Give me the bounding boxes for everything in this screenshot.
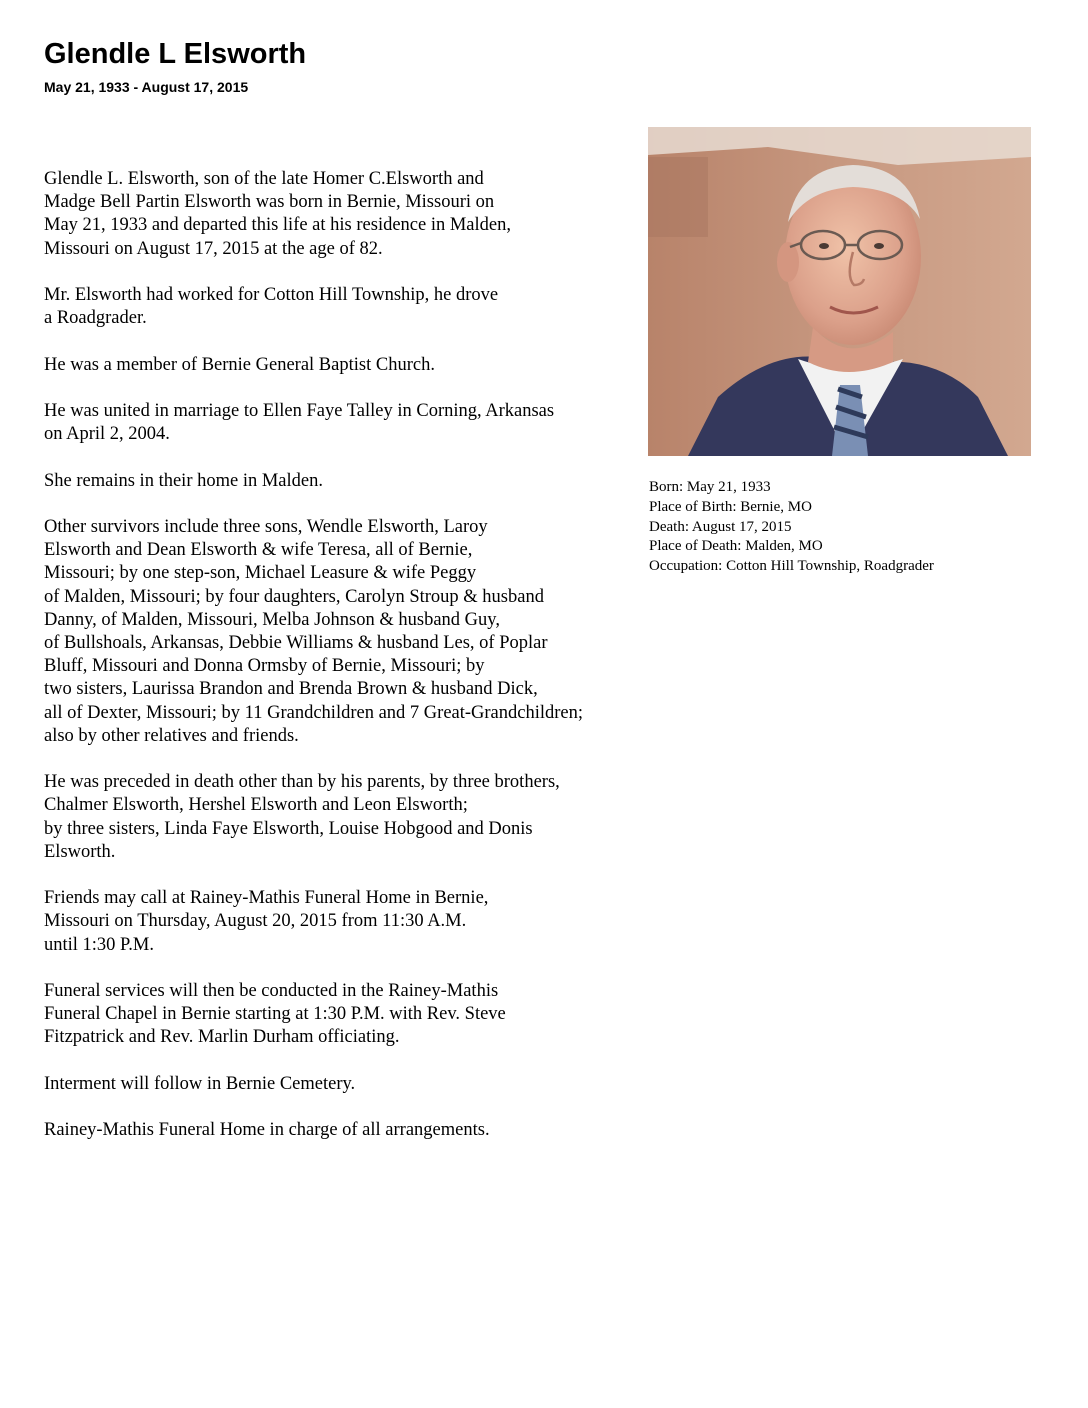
paragraph-line: on April 2, 2004. [44,424,170,445]
paragraph-line: two sisters, Laurissa Brandon and Brenda Brown & husband Dick, [44,679,538,700]
paragraph-line: Missouri; by one step-son, Michael Leasure & wife Peggy [44,563,477,584]
paragraph-line: She remains in their home in Malden. [44,470,323,491]
obituary-paragraph [44,516,684,748]
obituary-paragraph [44,284,684,330]
obituary-paragraph [44,887,684,957]
paragraph-line: Funeral services will then be conducted in the Rainey-Mathis [44,980,499,1001]
paragraph-line: He was preceded in death other than by his parents, by three brothers, [44,772,560,793]
paragraph-line: of Bullshoals, Arkansas, Debbie Williams & husband Les, of Poplar [44,632,548,653]
obituary-paragraph [44,1119,684,1142]
paragraph-line: of Malden, Missouri; by four daughters, Carolyn Stroup & husband [44,586,544,607]
paragraph-line: Glendle L. Elsworth, son of the late Homer C.Elsworth and [44,169,484,189]
obituary-paragraph [44,1073,684,1096]
paragraph-line: a Roadgrader. [44,308,147,329]
paragraph-line: Mr. Elsworth had worked for Cotton Hill Township, he drove [44,285,499,305]
obituary-paragraph [44,980,684,1050]
paragraph-line: Madge Bell Partin Elsworth was born in Bernie, Missouri on [44,192,495,213]
paragraph-line: He was united in marriage to Ellen Faye Talley in Corning, Arkansas [44,400,555,421]
paragraph-line: Interment will follow in Bernie Cemetery. [44,1073,356,1094]
paragraph-line: Friends may call at Rainey-Mathis Funeral Home in Bernie, [44,888,489,909]
paragraph-line: all of Dexter, Missouri; by 11 Grandchildren and 7 Great-Grandchildren; [44,702,584,723]
paragraph-line: until 1:30 P.M. [44,934,154,955]
paragraph-line: Danny, of Malden, Missouri, Melba Johnson & husband Guy, [44,609,500,630]
paragraph-line: Fitzpatrick and Rev. Marlin Durham officiating. [44,1027,400,1048]
paragraph-line: by three sisters, Linda Faye Elsworth, Louise Hobgood and Donis [44,818,533,839]
obituary-paragraph [44,771,684,864]
fact-place-of-birth: Place of Birth: Bernie, MO [649,498,812,515]
paragraph-line: Rainey-Mathis Funeral Home in charge of all arrangements. [44,1120,490,1141]
vital-facts [649,478,934,577]
portrait-illustration [648,127,1031,456]
paragraph-line: Chalmer Elsworth, Hershel Elsworth and Leon Elsworth; [44,795,468,816]
fact-place-of-death: Place of Death: Malden, MO [649,538,823,555]
fact-born: Born: May 21, 1933 [649,479,771,495]
paragraph-line: Elsworth and Dean Elsworth & wife Teresa, all of Bernie, [44,540,473,561]
paragraph-line: Missouri on Thursday, August 20, 2015 from 11:30 A.M. [44,911,467,932]
paragraph-line: He was a member of Bernie General Baptist Church. [44,354,435,375]
obituary-paragraph [44,470,684,493]
obituary-text [44,168,684,1166]
fact-death: Death: August 17, 2015 [649,518,792,535]
obituary-paragraph [44,400,684,446]
paragraph-line: Bluff, Missouri and Donna Ormsby of Bernie, Missouri; by [44,656,485,677]
life-dates: May 21, 1933 - August 17, 2015 [44,79,249,95]
obituary-paragraph [44,168,684,261]
paragraph-line: also by other relatives and friends. [44,725,299,746]
paragraph-line: Elsworth. [44,841,116,862]
portrait-photo [648,127,1031,456]
obituary-paragraph [44,354,684,377]
paragraph-line: May 21, 1933 and departed this life at his residence in Malden, [44,215,511,236]
paragraph-line: Missouri on August 17, 2015 at the age of 82. [44,238,383,259]
paragraph-line: Other survivors include three sons, Wendle Elsworth, Laroy [44,516,488,537]
paragraph-line: Funeral Chapel in Bernie starting at 1:30 P.M. with Rev. Steve [44,1004,506,1025]
obituary-name: Glendle L Elsworth [44,38,307,70]
fact-occupation: Occupation: Cotton Hill Township, Roadgrader [649,558,934,575]
